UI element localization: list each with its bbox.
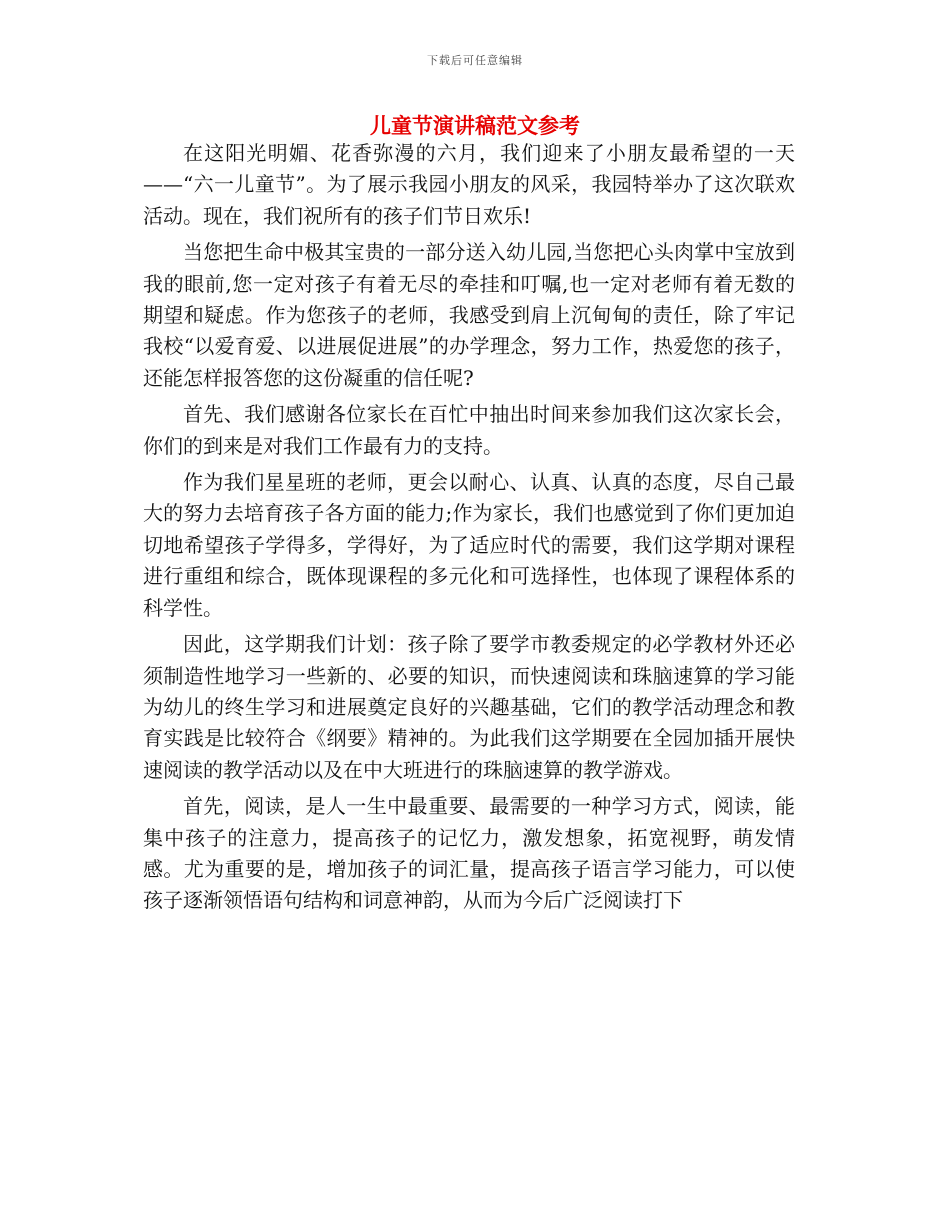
document-title: 儿童节演讲稿范文参考 bbox=[370, 113, 580, 138]
paragraph: 当您把生命中极其宝贵的一部分送入幼儿园,当您把心头肉掌中宝放到我的眼前,您一定对孩子有着无尽的牵挂和叮嘱,也一定对老师有着无数的期望和疑虑。作为您孩子的老师，我感受到肩上沉甸甸的责任，除了牢记我校“以爱育爱、以进展促进展”的办学理念，努力工作，热爱您的孩子，还能怎样报答您的这份凝重的信任呢? bbox=[143, 240, 795, 390]
document-body bbox=[143, 138, 795, 922]
paragraph: 因此，这学期我们计划：孩子除了要学市教委规定的必学教材外还必须制造性地学习一些新的、必要的知识，而快速阅读和珠脑速算的学习能为幼儿的终生学习和进展奠定良好的兴趣基础，它们的教学活动理念和教育实践是比较符合《纲要》精神的。为此我们这学期要在全园加插开展快速阅读的教学活动以及在中大班进行的珠脑速算的教学游戏。 bbox=[143, 632, 795, 782]
paragraph: 首先、我们感谢各位家长在百忙中抽出时间来参加我们这次家长会，你们的到来是对我们工作最有力的支持。 bbox=[143, 402, 795, 458]
paragraph: 首先，阅读，是人一生中最重要、最需要的一种学习方式，阅读，能集中孩子的注意力，提高孩子的记忆力，激发想象，拓宽视野，萌发情感。尤为重要的是，增加孩子的词汇量，提高孩子语言学习能力，可以使孩子逐渐领悟语句结构和词意神韵，从而为今后广泛阅读打下 bbox=[143, 794, 795, 913]
paragraph: 作为我们星星班的老师，更会以耐心、认真、认真的态度，尽自己最大的努力去培育孩子各方面的能力;作为家长，我们也感觉到了你们更加迫切地希望孩子学得多，学得好，为了适应时代的需要，我们这学期对课程进行重组和综合，既体现课程的多元化和可选择性，也体现了课程体系的科学性。 bbox=[143, 470, 795, 620]
header-note: 下载后可任意编辑 bbox=[427, 54, 523, 67]
paragraph: 在这阳光明媚、花香弥漫的六月，我们迎来了小朋友最希望的一天——“六一儿童节”。为了展示我园小朋友的风采，我园特举办了这次联欢活动。现在，我们祝所有的孩子们节日欢乐! bbox=[143, 141, 795, 228]
